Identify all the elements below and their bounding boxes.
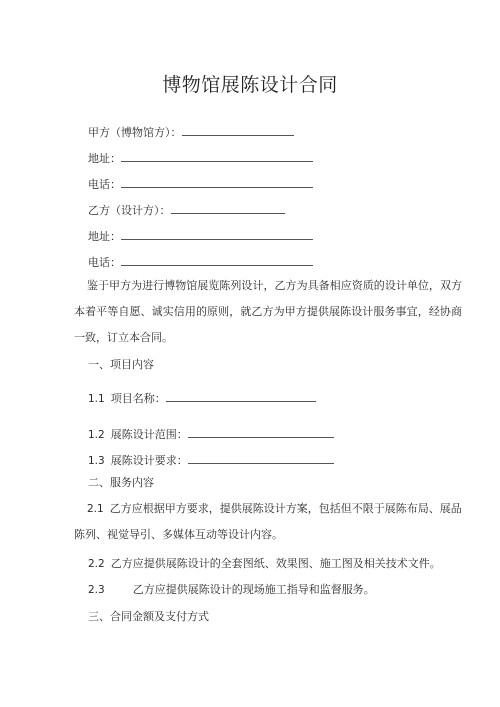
item-1-2-label: 展陈设计范围： [110, 428, 188, 441]
item-2-1 [74, 496, 462, 548]
item-1-1-blank [166, 390, 316, 402]
item-2-1-number: 2.1 [87, 503, 104, 515]
section-1-heading: 一、项目内容 [88, 358, 154, 371]
party-b-phone-label: 电话： [88, 256, 121, 269]
item-2-2 [88, 557, 441, 571]
party-b-phone-line [88, 254, 313, 270]
item-1-3-number: 1.3 [88, 455, 105, 467]
party-a-phone-blank [121, 176, 313, 188]
party-a-blank [182, 124, 294, 136]
section-3-heading: 三、合同金额及支付方式 [88, 610, 209, 623]
item-1-1-number: 1.1 [88, 393, 105, 405]
party-b-phone-blank [121, 254, 313, 266]
item-2-3 [88, 583, 375, 597]
party-a-phone-line [88, 176, 313, 192]
party-b-blank [171, 202, 285, 214]
party-b-address-label: 地址： [88, 230, 121, 243]
party-a-address-label: 地址： [88, 152, 121, 165]
party-b-address-line [88, 228, 313, 244]
item-1-1-label: 项目名称： [110, 392, 166, 405]
item-2-2-number: 2.2 [88, 558, 105, 570]
item-2-1-text: 乙方应根据甲方要求，提供展陈设计方案，包括但不限于展陈布局、展品陈列、视觉导引、多媒体互动等设计内容。 [74, 502, 462, 541]
item-1-3-blank [188, 452, 334, 464]
party-b-line [88, 202, 285, 218]
item-2-2-text: 乙方应提供展陈设计的全套图纸、效果图、施工图及相关技术文件。 [110, 557, 441, 570]
intro-paragraph: 鉴于甲方为进行博物馆展览陈列设计，乙方为具备相应资质的设计单位，双方本着平等自愿、诚实信用的原则，就乙方为甲方提供展陈设计服务事宜，经协商一致，订立本合同。 [74, 279, 462, 344]
item-1-1 [88, 390, 316, 406]
item-2-3-text: 乙方应提供展陈设计的现场施工指导和监督服务。 [132, 583, 375, 596]
item-1-2 [88, 426, 334, 442]
item-2-3-number: 2.3 [88, 584, 105, 596]
party-a-line [88, 124, 294, 140]
party-a-phone-label: 电话： [88, 178, 121, 191]
party-a-address-blank [121, 150, 313, 162]
party-a-label: 甲方（博物馆方）： [88, 126, 182, 139]
party-b-label: 乙方（设计方）： [88, 204, 171, 217]
item-1-3-label: 展陈设计要求： [110, 454, 188, 467]
party-b-address-blank [121, 228, 313, 240]
party-a-address-line [88, 150, 313, 166]
item-1-2-number: 1.2 [88, 429, 105, 441]
section-2-heading: 二、服务内容 [88, 476, 154, 489]
document-title: 博物馆展陈设计合同 [162, 74, 338, 96]
item-1-2-blank [188, 426, 334, 438]
item-1-3 [88, 452, 334, 468]
